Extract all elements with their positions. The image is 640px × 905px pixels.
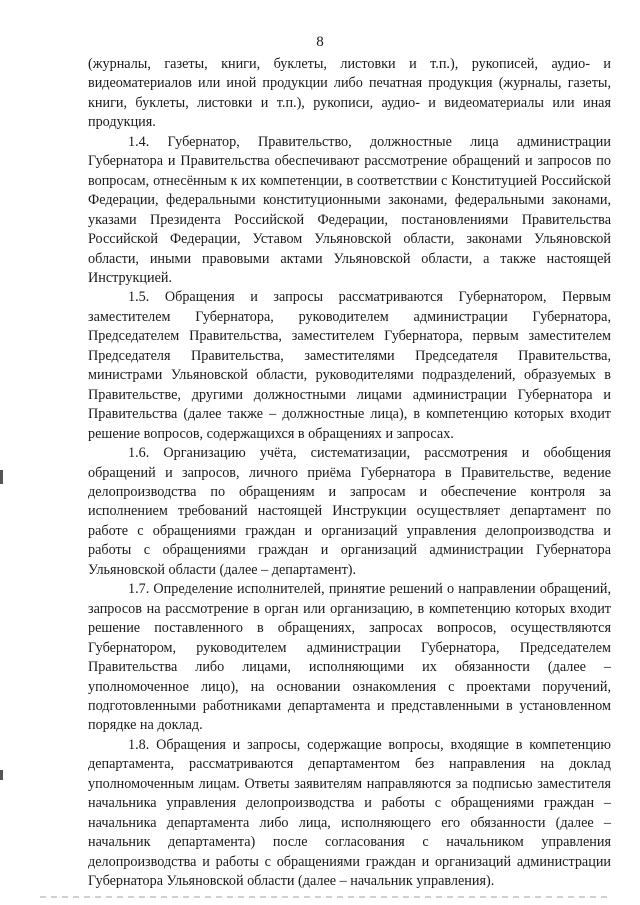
paragraph-1-8: 1.8. Обращения и запросы, содержащие вопросы, входящие в компетенцию департамента, рассматриваются департаментом без направления на доклад уполномоченным лицам. Ответы заявителям направляются за подписью заместителя начальника управления делопроизводства и работы с обращениями граждан – начальника департамента либо лица, исполняющего его обязанности (далее – начальник департамента) после согласования с начальником управления делопроизводства и работы с обращениями граждан и организаций администрации Губернатора Ульяновской области (далее – начальник управления). bbox=[88, 736, 611, 890]
document-body bbox=[88, 55, 611, 891]
paragraph-1-7: 1.7. Определение исполнителей, принятие решений о направлении обращений, запросов на рассмотрение в орган или организацию, в компетенцию которых входит решение поставленного в обращениях, запросах вопросов, осуществляются Губернатором, руководителем администрации Губернатора, Председателем Правительства либо лицами, исполняющими их обязанности (далее – уполномоченное лицо), на основании ознакомления с проектами поручений, подготовленными работниками департамента и представленными в установленном порядке на доклад. bbox=[88, 581, 611, 734]
paragraph-continuation: (журналы, газеты, книги, буклеты, листовки и т.п.), рукописей, аудио- и видеоматериалов или иной продукции либо печатная продукция (журналы, газеты, книги, буклеты, листовки и т.п.), рукописи, аудио- и видеоматериалы или иная продукция. bbox=[88, 56, 611, 131]
paragraph-1-5: 1.5. Обращения и запросы рассматриваются Губернатором, Первым заместителем Губернатора, руководителем администрации Губернатора, Председателем Правительства, заместителем Губернатора, первым заместителем Председателя Правительства, заместителями Председателя Правительства, министрами Ульяновской области, руководителями подразделений, образуемых в Правительстве, другими должностными лицами администрации Губернатора и Правительства (далее также – должностные лица), в компетенцию которых входит решение вопросов, содержащихся в обращениях и запросах. bbox=[88, 289, 611, 442]
page-number: 8 bbox=[316, 34, 324, 50]
scan-artifact bbox=[0, 470, 3, 484]
scan-artifact bbox=[0, 770, 3, 780]
paragraph-1-4: 1.4. Губернатор, Правительство, должностные лица администрации Губернатора и Правительства обеспечивают рассмотрение обращений и запросов по вопросам, отнесённым к их компетенции, в соответствии с Конституцией Российской Федерации, федеральными конституционными законами, федеральными законами, указами Президента Российской Федерации, постановлениями Правительства Российской Федерации, Уставом Ульяновской области, законами Ульяновской области, иными правовыми актами Ульяновской области, а также настоящей Инструкцией. bbox=[88, 133, 611, 286]
scan-edge-artifact bbox=[40, 896, 610, 898]
paragraph-1-6: 1.6. Организацию учёта, систематизации, рассмотрения и обобщения обращений и запросов, личного приёма Губернатора в Правительстве, ведение делопроизводства по обращениям и запросам и обеспечение контроля за исполнением требований настоящей Инструкции осуществляет департамент по работе с обращениями граждан и организаций управления делопроизводства и работы с обращениями граждан и организаций администрации Губернатора Ульяновской области (далее – департамент). bbox=[88, 445, 611, 578]
